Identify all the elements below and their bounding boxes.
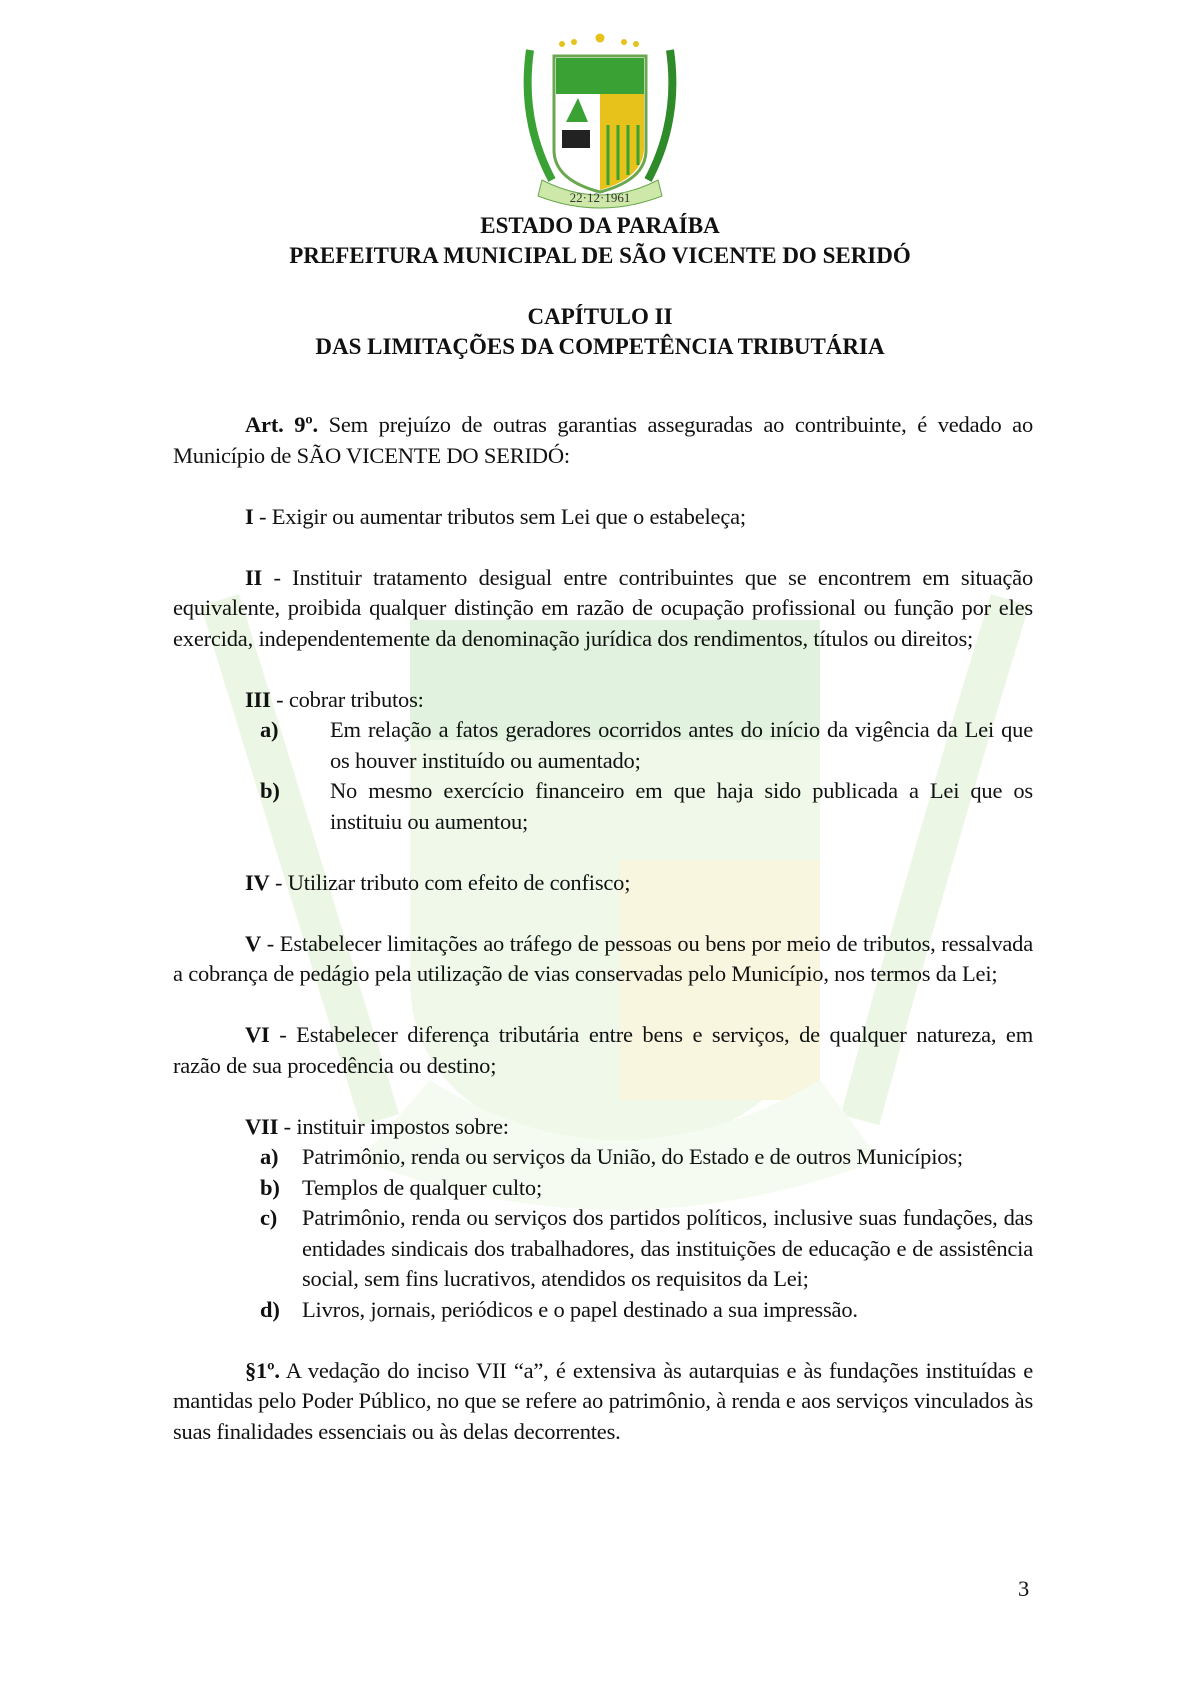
inciso-text: - Instituir tratamento desigual entre contribuintes que se encontrem em situação equivalente, proibida qualquer distinção em razão de ocupação profissional ou função por eles exercida, independentemente da denominação jurídica dos rendimentos, títulos ou direitos; <box>173 564 1033 651</box>
inciso-lead <box>173 1112 1033 1143</box>
chapter-heading: CAPÍTULO II <box>527 304 673 329</box>
inciso-label: III <box>245 686 271 712</box>
inciso-text: - Utilizar tributo com efeito de confisco; <box>269 869 631 895</box>
item-text: No mesmo exercício financeiro em que haja sido publicada a Lei que os instituiu ou aumentou; <box>330 778 1033 834</box>
inciso-label: IV <box>245 869 270 895</box>
list-item <box>173 1203 1033 1295</box>
document-body <box>173 410 1033 1478</box>
list-item <box>173 1142 1033 1173</box>
list-item <box>173 715 1033 776</box>
inciso-label: I <box>245 503 254 529</box>
inciso-label: V <box>245 930 262 956</box>
inciso-iii <box>173 685 1033 838</box>
paragraph-text: A vedação do inciso VII “a”, é extensiva às autarquias e às fundações instituídas e mantidas pelo Poder Público, no que se refere ao patrimônio, à renda e aos serviços vinculados às suas finalidades essenciais ou às delas decorrentes. <box>173 1357 1033 1444</box>
inciso-label: II <box>245 564 263 590</box>
chapter-title: DAS LIMITAÇÕES DA COMPETÊNCIA TRIBUTÁRIA <box>315 334 885 359</box>
state-heading: ESTADO DA PARAÍBA <box>480 213 720 238</box>
list-item <box>173 1295 1033 1326</box>
list-item <box>173 776 1033 837</box>
inciso-vi <box>173 1020 1033 1081</box>
item-text: Templos de qualquer culto; <box>302 1174 543 1200</box>
inciso-text: - cobrar tributos: <box>270 686 424 712</box>
logo-date: 22·12·1961 <box>569 190 631 205</box>
item-text: Em relação a fatos geradores ocorridos antes do início da vigência da Lei que os houver instituído ou aumentado; <box>330 717 1033 773</box>
inciso-i <box>173 502 1033 533</box>
item-label: b) <box>260 778 280 803</box>
page-number: 3 <box>1018 1576 1030 1601</box>
list-item <box>173 1173 1033 1204</box>
inciso-iv <box>173 868 1033 899</box>
inciso-text: - Estabelecer diferença tributária entre bens e serviços, de qualquer natureza, em razão de sua procedência ou destino; <box>173 1022 1033 1078</box>
item-label: a) <box>260 1144 279 1169</box>
paragraph-1 <box>173 1356 1033 1448</box>
inciso-text: - instituir impostos sobre: <box>278 1113 509 1139</box>
item-label: b) <box>260 1174 280 1200</box>
inciso-text: - Estabelecer limitações ao tráfego de pessoas ou bens por meio de tributos, ressalvada a cobrança de pedágio pela utilização de vias conservadas pelo Município, nos termos da Lei; <box>173 930 1033 986</box>
item-text: Patrimônio, renda ou serviços dos partidos políticos, inclusive suas fundações, das entidades sindicais dos trabalhadores, das instituições de educação e de assistência social, sem fins lucrativos, atendidos os requisitos da Lei; <box>302 1205 1033 1291</box>
inciso-label: VII <box>245 1113 279 1139</box>
article-text: Sem prejuízo de outras garantias asseguradas ao contribuinte, é vedado ao Município de SÃO VICENTE DO SERIDÓ: <box>173 412 1033 468</box>
inciso-label: VI <box>245 1022 270 1047</box>
municipal-coat-of-arms-logo <box>512 30 688 216</box>
inciso-v <box>173 929 1033 990</box>
item-label: a) <box>260 717 279 742</box>
item-label: c) <box>260 1205 278 1230</box>
item-text: Patrimônio, renda ou serviços da União, do Estado e de outros Municípios; <box>302 1144 963 1169</box>
article-9 <box>173 410 1033 471</box>
paragraph-label: §1º. <box>245 1357 280 1383</box>
inciso-ii <box>173 563 1033 655</box>
inciso-text: - Exigir ou aumentar tributos sem Lei que o estabeleça; <box>253 503 746 529</box>
item-text: Livros, jornais, periódicos e o papel destinado a sua impressão. <box>302 1296 858 1322</box>
inciso-lead <box>173 685 1033 716</box>
inciso-vii <box>173 1112 1033 1326</box>
municipality-heading: PREFEITURA MUNICIPAL DE SÃO VICENTE DO SERIDÓ <box>289 243 911 268</box>
article-label: Art. 9º. <box>245 412 318 437</box>
item-label: d) <box>260 1296 280 1322</box>
